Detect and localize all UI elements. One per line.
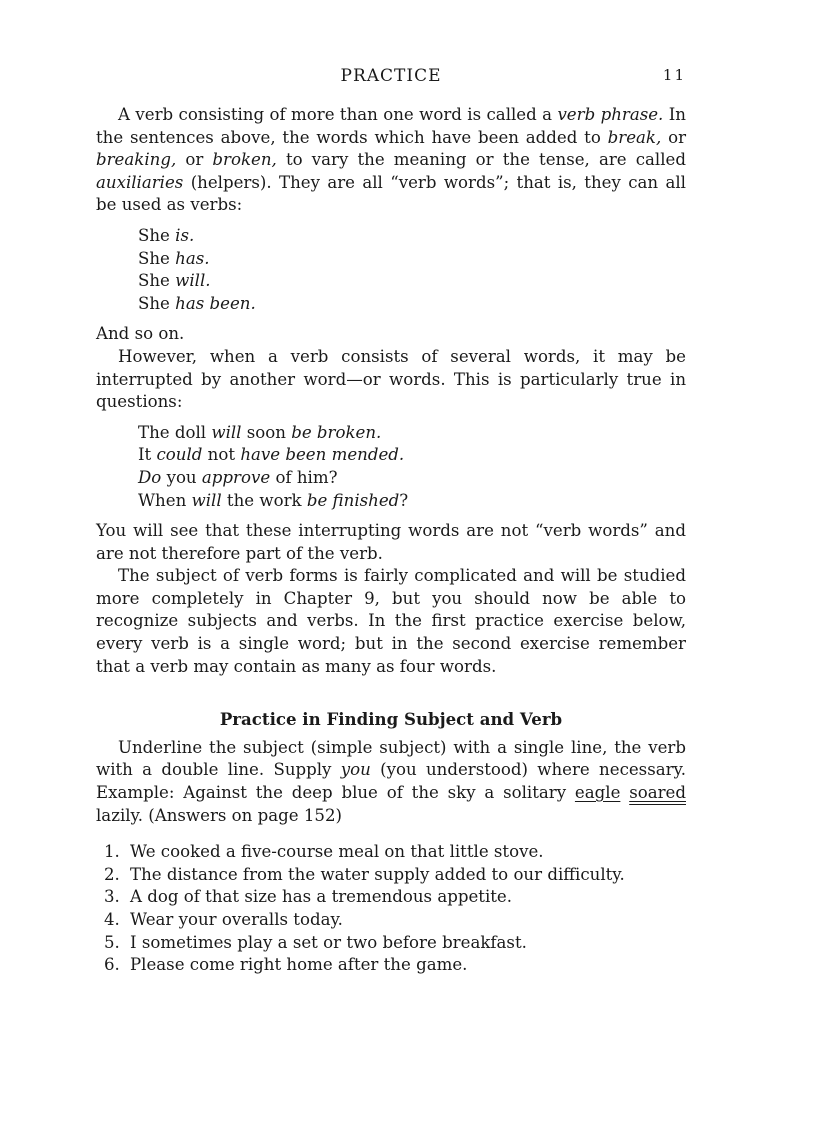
example-subject-underlined: eagle <box>574 783 621 803</box>
running-title: PRACTICE <box>340 66 442 86</box>
exercise-item: 4. Wear your overalls today. <box>104 910 343 929</box>
section-heading: Practice in Finding Subject and Verb <box>219 709 563 730</box>
example-verb-double-underlined: soared <box>629 783 686 803</box>
example-line: She has. <box>138 248 210 268</box>
body-text <box>96 104 686 977</box>
exercise-item: 5. I sometimes play a set or two before breakfast. <box>104 932 527 952</box>
paragraph-verb-forms: The subject of verb forms is fairly complicated and will be studied more completely in Chapter 9, but you should now be able to recognize subjects and verbs. In the first practice exercise below, every verb is a single word; but in the second exercise remember that a verb may contain as many as four words. <box>96 566 686 676</box>
paragraph-verb-phrase: A verb consisting of more than one word is called a verb phrase. In the sentences above, the words which have been added to break, or breaking, or broken, to vary the meaning or the tense, are called auxiliaries (helpers). They are all “verb words”; that is, they can all be used as verbs: <box>96 105 686 215</box>
page-number: 11 <box>662 66 686 84</box>
example-line: The doll will soon be broken. <box>138 422 382 442</box>
and-so-on: And so on. <box>96 324 185 344</box>
example-line: Do you approve of him? <box>138 467 338 487</box>
example-line: It could not have been mended. <box>138 445 405 465</box>
example-list-auxiliaries <box>138 225 686 315</box>
exercise-item: 3. A dog of that size has a tremendous appetite. <box>104 887 513 907</box>
example-line: She is. <box>138 225 195 245</box>
example-list-interrupted <box>138 422 686 512</box>
exercise-item: 6. Please come right home after the game. <box>104 955 468 975</box>
running-head <box>96 66 686 90</box>
exercise-item: 1. We cooked a five-course meal on that little stove. <box>104 842 544 862</box>
example-line: She has been. <box>138 293 256 313</box>
exercise-item: 2. The distance from the water supply added to our difficulty. <box>104 864 625 884</box>
exercise-list <box>96 841 686 977</box>
example-line: When will the work be finished? <box>138 490 409 510</box>
example-line: She will. <box>138 271 211 291</box>
paragraph-interrupted-verbs: However, when a verb consists of several words, it may be interrupted by another word—or words. This is particularly true in questions: <box>96 346 686 412</box>
exercise-instructions: Underline the subject (simple subject) with a single line, the verb with a double line. Supply you (you understood) where necessary. Example: Against the deep blue of the sky a solitary eagle soared lazily. (Answers on page 152) <box>96 737 686 825</box>
paragraph-interrupting-words: You will see that these interrupting words are not “verb words” and are not therefore part of the verb. <box>96 521 686 563</box>
